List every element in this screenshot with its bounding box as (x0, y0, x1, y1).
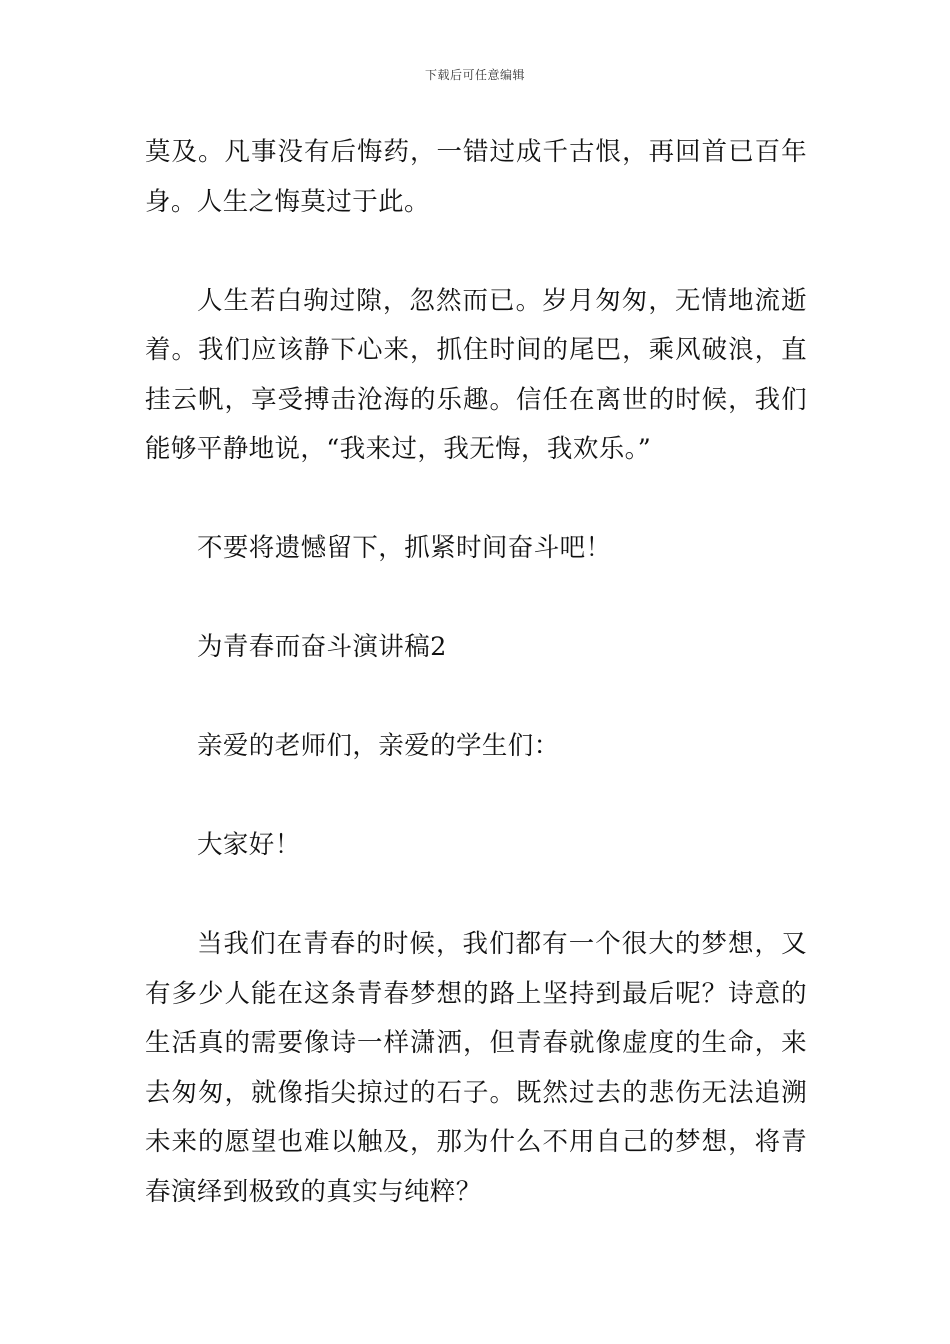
paragraph-youth-dream: 当我们在青春的时候，我们都有一个很大的梦想，又有多少人能在这条青春梦想的路上坚持到最后呢？诗意的生活真的需要像诗一样潇洒，但青春就像虚度的生命，来去匆匆，就像指尖掠过的石子。既然过去的悲伤无法追溯未来的愿望也难以触及，那为什么不用自己的梦想，将青春演绎到极致的真实与纯粹？ (145, 929, 807, 1207)
greeting: 大家好！ (197, 830, 301, 860)
speech-title: 为青春而奋斗演讲稿2 (197, 632, 447, 662)
document-body (145, 128, 807, 1217)
page-header: 下载后可任意编辑 (424, 68, 525, 82)
paragraph-life: 人生若白驹过隙，忽然而已。岁月匆匆，无情地流逝着。我们应该静下心来，抓住时间的尾巴，乘风破浪，直挂云帆，享受搏击沧海的乐趣。信任在离世的时候，我们能够平静地说，“我来过，我无悔，我欢乐。” (145, 285, 807, 464)
salutation: 亲爱的老师们，亲爱的学生们： (197, 731, 560, 761)
paragraph-no-regret: 不要将遗憾留下，抓紧时间奋斗吧！ (197, 533, 612, 563)
paragraph-continuation: 莫及。凡事没有后悔药，一错过成千古恨，再回首已百年身。人生之悔莫过于此。 (145, 137, 807, 217)
